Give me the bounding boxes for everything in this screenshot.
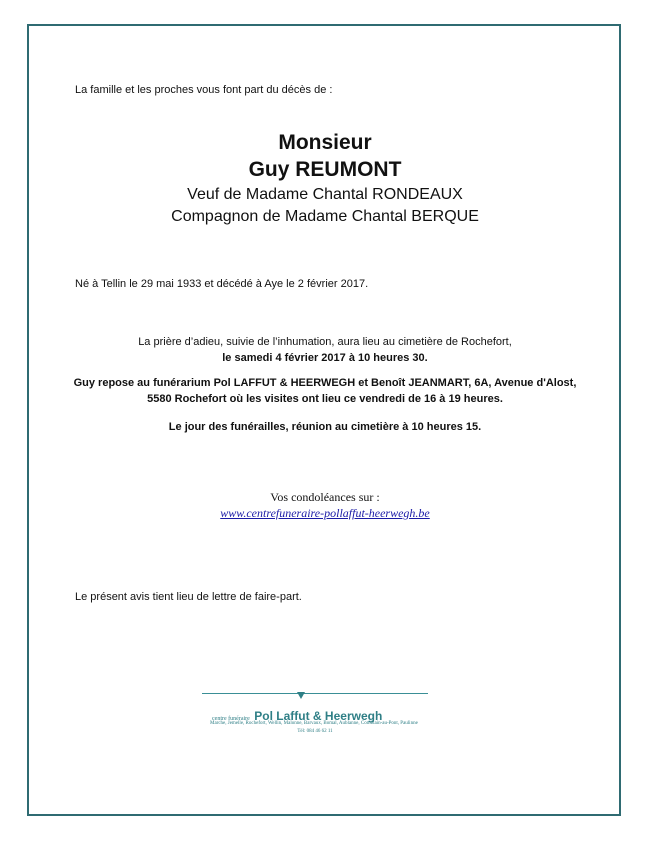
ceremony-line-2: le samedi 4 février 2017 à 10 heures 30. <box>222 352 428 364</box>
condolences-block <box>0 489 650 521</box>
ceremony-block <box>0 334 650 366</box>
funeral-home-logo <box>202 693 428 734</box>
birth-death-text: Né à Tellin le 29 mai 1933 et décédé à Aye le 2 février 2017. <box>75 278 369 290</box>
name-title: Monsieur <box>278 131 372 154</box>
footer-note: Le présent avis tient lieu de lettre de faire-part. <box>75 591 302 603</box>
ceremony-line-1: La prière d’adieu, suivie de l’inhumation, aura lieu au cimetière de Rochefort, <box>138 336 512 348</box>
repose-block <box>0 375 650 407</box>
relation-line-2: Compagnon de Madame Chantal BERQUE <box>171 208 479 225</box>
intro-text: La famille et les proches vous font part du décès de : <box>75 84 333 96</box>
logo-brand: Pol Laffut & Heerwegh <box>254 709 383 723</box>
logo-towns: Marche, Jemelle, Rochefort, Wellin, Malonne, Barvaux, Bomal, Aublanne, Comblain-au-Pont, Paulinne <box>210 721 418 726</box>
repose-line-2: 5580 Rochefort où les visites ont lieu ce vendredi de 16 à 19 heures. <box>147 393 503 405</box>
relation-line-1: Veuf de Madame Chantal RONDEAUX <box>187 186 463 203</box>
condolences-link[interactable]: www.centrefuneraire-pollaffut-heerwegh.be <box>220 506 430 520</box>
condolences-label: Vos condoléances sur : <box>270 490 380 504</box>
logo-prefix: centre funéraire <box>212 716 250 722</box>
repose-line-1: Guy repose au funérarium Pol LAFFUT & HEERWEGH et Benoît JEANMART, 6A, Avenue d'Alost, <box>73 377 577 389</box>
logo-phone: Tél: 084 46 62 11 <box>297 729 333 734</box>
deceased-name-block <box>0 130 650 228</box>
logo-divider <box>202 693 428 694</box>
logo-arrow-icon <box>297 692 305 699</box>
funeral-day-text: Le jour des funérailles, réunion au cimetière à 10 heures 15. <box>168 421 482 433</box>
deceased-name: Guy REUMONT <box>248 158 402 181</box>
